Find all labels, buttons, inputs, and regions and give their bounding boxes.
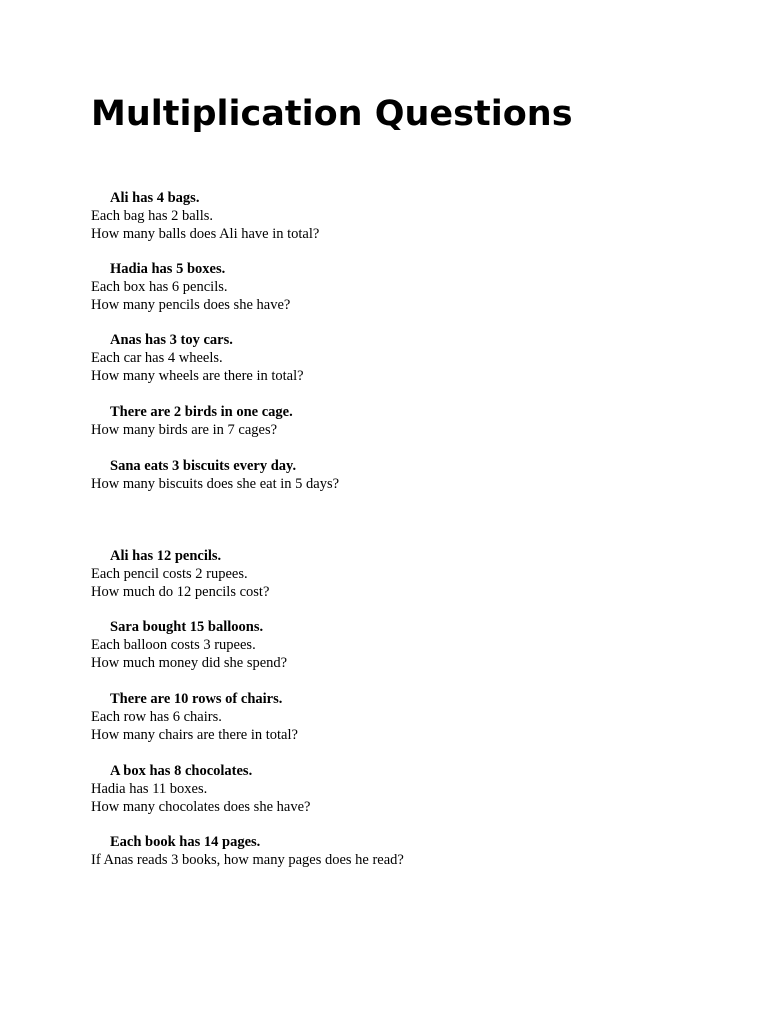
question-line: Each car has 4 wheels. [91,350,223,366]
question-line: How many chocolates does she have? [91,799,311,815]
question-heading: Each book has 14 pages. [110,834,261,850]
question-line: Each pencil costs 2 rupees. [91,566,248,582]
question-line: How many wheels are there in total? [91,368,304,384]
question-line: Each box has 6 pencils. [91,279,228,295]
question-line: If Anas reads 3 books, how many pages does he read? [91,852,404,868]
question-heading: Hadia has 5 boxes. [110,261,226,277]
question-heading: Sara bought 15 balloons. [110,619,264,635]
question-line: How many balls does Ali have in total? [91,226,320,242]
question-8 [91,690,298,744]
question-heading: There are 2 birds in one cage. [110,404,293,420]
question-4 [91,403,293,439]
question-line: Hadia has 11 boxes. [91,781,208,797]
question-line: How many pencils does she have? [91,297,291,313]
question-line: How many biscuits does she eat in 5 days? [91,476,340,492]
question-line: How many chairs are there in total? [91,727,298,743]
question-heading: Anas has 3 toy cars. [110,332,233,348]
question-5 [91,457,339,493]
question-1 [91,189,319,243]
page-title: Multiplication Questions [91,94,573,134]
question-line: How much do 12 pencils cost? [91,584,270,600]
question-line: How many birds are in 7 cages? [91,422,278,438]
question-6 [91,547,269,601]
question-line: Each balloon costs 3 rupees. [91,637,256,653]
question-heading: Ali has 12 pencils. [110,548,222,564]
question-9 [91,762,310,816]
question-2 [91,260,290,314]
question-10 [91,833,404,869]
question-heading: Ali has 4 bags. [110,190,200,206]
question-line: How much money did she spend? [91,655,288,671]
question-3 [91,331,304,385]
question-7 [91,618,287,672]
question-heading: A box has 8 chocolates. [110,763,253,779]
question-heading: There are 10 rows of chairs. [110,691,283,707]
question-heading: Sana eats 3 biscuits every day. [110,458,297,474]
question-line: Each row has 6 chairs. [91,709,222,725]
question-line: Each bag has 2 balls. [91,208,214,224]
